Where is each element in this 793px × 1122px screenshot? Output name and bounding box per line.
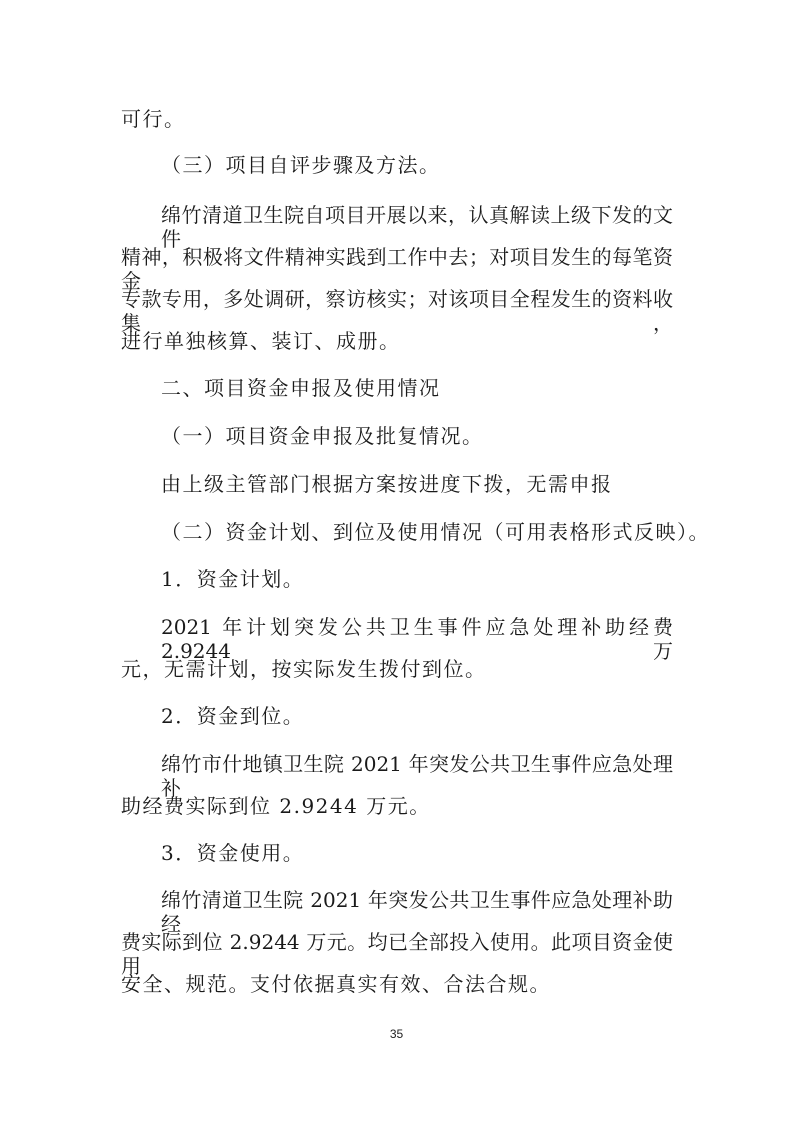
item-heading-arrival: 2．资金到位。 bbox=[161, 704, 305, 728]
text-line-12: 2021 年计划突发公共卫生事件应急处理补助经费 2.9244 万 bbox=[161, 615, 673, 663]
section-heading-funding: 二、项目资金申报及使用情况 bbox=[161, 376, 441, 400]
text-line-1: 可行。 bbox=[121, 107, 186, 131]
item-heading-plan: 1．资金计划。 bbox=[161, 567, 305, 591]
text-line-20: 安全、规范。支付依据真实有效、合法合规。 bbox=[121, 972, 551, 996]
text-line-3: 绵竹清道卫生院自项目开展以来，认真解读上级下发的文件 bbox=[161, 203, 673, 251]
text-line-19: 费实际到位 2.9244 万元。均已全部投入使用。此项目资金使用 bbox=[121, 930, 673, 978]
text-line-4: 精神，积极将文件精神实践到工作中去；对项目发生的每笔资金 bbox=[121, 245, 673, 293]
text-line-15: 绵竹市什地镇卫生院 2021 年突发公共卫生事件应急处理补 bbox=[161, 752, 673, 800]
subsection-heading-plan-usage: （二）资金计划、到位及使用情况（可用表格形式反映）。 bbox=[161, 520, 710, 544]
section-heading-step-method: （三）项目自评步骤及方法。 bbox=[161, 153, 441, 177]
text-line-9: 由上级主管部门根据方案按进度下拨，无需申报 bbox=[161, 472, 613, 496]
text-line-16: 助经费实际到位 2.9244 万元。 bbox=[121, 794, 431, 818]
subsection-heading-application: （一）项目资金申报及批复情况。 bbox=[161, 424, 484, 448]
item-heading-usage: 3．资金使用。 bbox=[161, 841, 305, 865]
text-line-6: 进行单独核算、装订、成册。 bbox=[121, 329, 401, 353]
page-number: 35 bbox=[389, 1027, 404, 1041]
text-line-18: 绵竹清道卫生院 2021 年突发公共卫生事件应急处理补助经 bbox=[161, 888, 673, 936]
text-line-13: 元，无需计划，按实际发生拨付到位。 bbox=[121, 657, 487, 681]
text-line-5: 专款专用，多处调研，察访核实；对该项目全程发生的资料收集， bbox=[121, 287, 673, 335]
